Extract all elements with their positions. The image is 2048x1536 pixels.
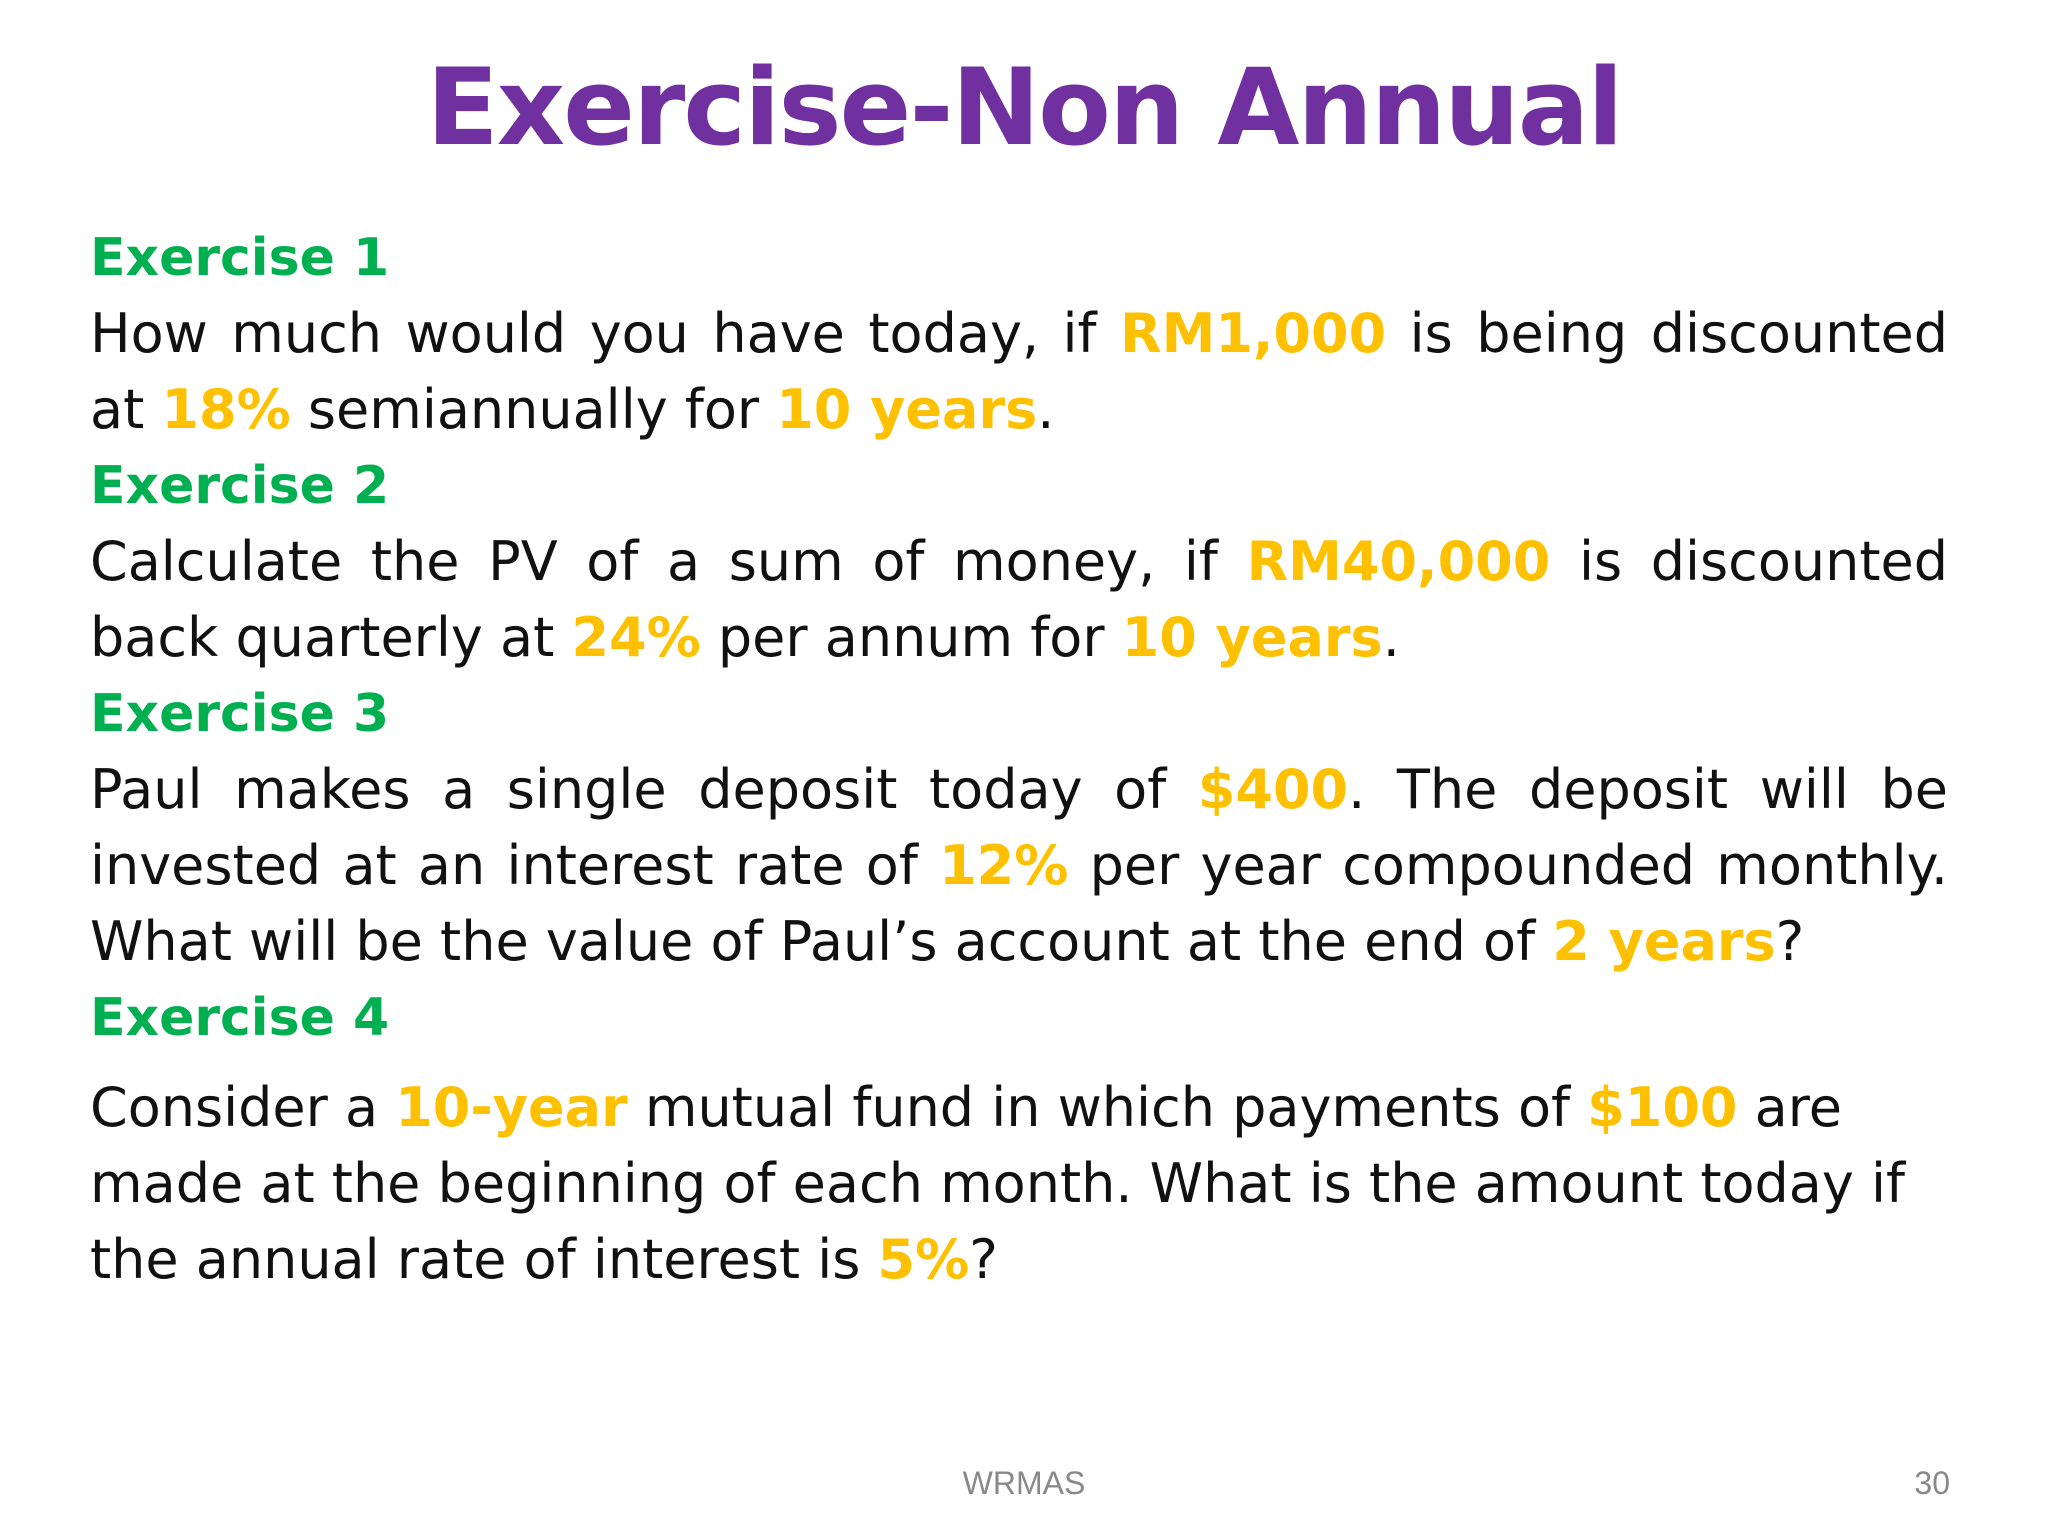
highlighted-value: $100 — [1587, 1076, 1738, 1139]
question-text: are made at the beginning of each month. What is the amount today if the annual rate of interest is — [90, 1076, 1906, 1291]
question-text: semiannually for — [290, 378, 777, 441]
exercise-question — [90, 1070, 1948, 1298]
exercise-3 — [90, 676, 1948, 980]
highlighted-value: 5% — [877, 1228, 970, 1291]
exercise-heading: Exercise 1 — [90, 228, 390, 288]
question-text: Calculate the PV of a sum of money, if — [90, 530, 1247, 593]
highlighted-value: 10 years — [1121, 606, 1383, 669]
highlighted-value: 10-year — [395, 1076, 628, 1139]
question-text: How much would you have today, if — [90, 302, 1121, 365]
spacer — [90, 1056, 1948, 1070]
page-number: 30 — [1914, 1465, 1950, 1501]
highlighted-value: RM1,000 — [1120, 302, 1387, 365]
question-text: . The deposit will be invested at an interest rate of — [90, 758, 1948, 897]
exercise-question — [90, 524, 1948, 676]
highlighted-value: RM40,000 — [1246, 530, 1551, 593]
question-text: per year compounded monthly. What will be the value of Paul’s account at the end of — [90, 834, 1948, 973]
highlighted-value: 18% — [161, 378, 291, 441]
exercise-question — [90, 752, 1948, 980]
question-text: . — [1382, 606, 1400, 669]
highlighted-value: $400 — [1197, 758, 1349, 821]
highlighted-value: 12% — [939, 834, 1069, 897]
question-text: Paul makes a single deposit today of — [90, 758, 1198, 821]
question-text: is discounted back quarterly at — [90, 530, 1949, 669]
question-text: Consider a — [90, 1076, 396, 1139]
highlighted-value: 2 years — [1552, 910, 1776, 973]
question-text: . — [1037, 378, 1055, 441]
exercise-list — [90, 220, 1948, 1298]
question-text: ? — [1775, 910, 1805, 973]
question-text: is being discounted at — [90, 302, 1948, 441]
exercise-1 — [90, 220, 1948, 448]
highlighted-value: 10 years — [776, 378, 1038, 441]
footer-label: WRMAS — [962, 1465, 1086, 1501]
exercise-heading: Exercise 2 — [90, 456, 390, 516]
highlighted-value: 24% — [571, 606, 701, 669]
exercise-heading: Exercise 4 — [90, 988, 390, 1048]
exercise-4 — [90, 980, 1948, 1298]
exercise-question — [90, 296, 1948, 448]
question-text: per annum for — [700, 606, 1122, 669]
exercise-2 — [90, 448, 1948, 676]
question-text: ? — [969, 1228, 998, 1291]
slide-title: Exercise-Non Annual — [426, 46, 1622, 169]
exercise-heading: Exercise 3 — [90, 684, 390, 744]
question-text: mutual fund in which payments of — [627, 1076, 1588, 1139]
